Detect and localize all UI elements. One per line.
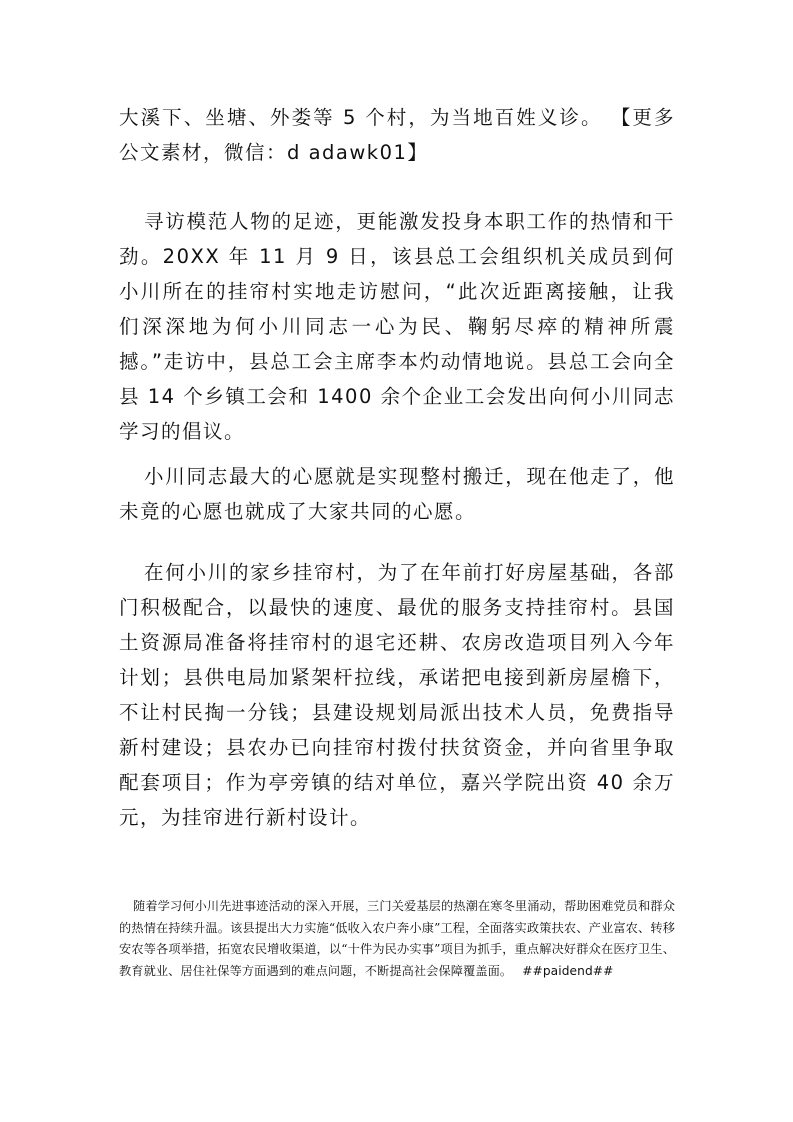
paragraph-1: 大溪下、坐塘、外娄等 5 个村，为当地百姓义诊。 【更多公文素材，微信：d adawk01】 (119, 106, 675, 164)
closing-paragraph-text: 随着学习何小川先进事迹活动的深入开展，三门关爱基层的热潮在寒冬里涌动，帮助困难党员和群众的热情在持续升温。该县提出大力实施“低收入农户奔小康”工程，全面落实政策扶农、产业富农、转移安农等各项举措，拓宽农民增收渠道，以“十件为民办实事”项目为抓手，重点解决好群众在医疗卫生、教育就业、居住社保等方面遇到的难点问题，不断提高社会保障覆盖面。 (119, 899, 675, 978)
paragraph-3: 小川同志最大的心愿就是实现整村搬迁，现在他走了，他未竟的心愿也就成了大家共同的心愿。 (119, 465, 675, 523)
end-marker: ##paidend## (522, 963, 614, 978)
paragraph-4: 在何小川的家乡挂帘村，为了在年前打好房屋基础，各部门积极配合，以最快的速度、最优的服务支持挂帘村。县国土资源局准备将挂帘村的退宅还耕、农房改造项目列入今年计划；县供电局加紧架杆拉线，承诺把电接到新房屋檐下，不让村民掏一分钱；县建设规划局派出技术人员，免费指导新村建设；县农办已向挂帘村拨付扶贫资金，并向省里争取配套项目；作为亭旁镇的结对单位，嘉兴学院出资 40 余万元，为挂帘进行新村设计。 (119, 561, 675, 829)
closing-paragraph (119, 896, 675, 982)
paragraph-2: 寻访模范人物的足迹，更能激发投身本职工作的热情和干劲。20XX 年 11 月 9 日，该县总工会组织机关成员到何小川所在的挂帘村实地走访慰问，“此次近距离接触，让我们深深地为何小川同志一心为民、鞠躬尽瘁的精神所震撼。”走访中，县总工会主席李本灼动情地说。县总工会向全县 14 个乡镇工会和 1400 余个企业工会发出向何小川同志学习的倡议。 (119, 210, 675, 443)
